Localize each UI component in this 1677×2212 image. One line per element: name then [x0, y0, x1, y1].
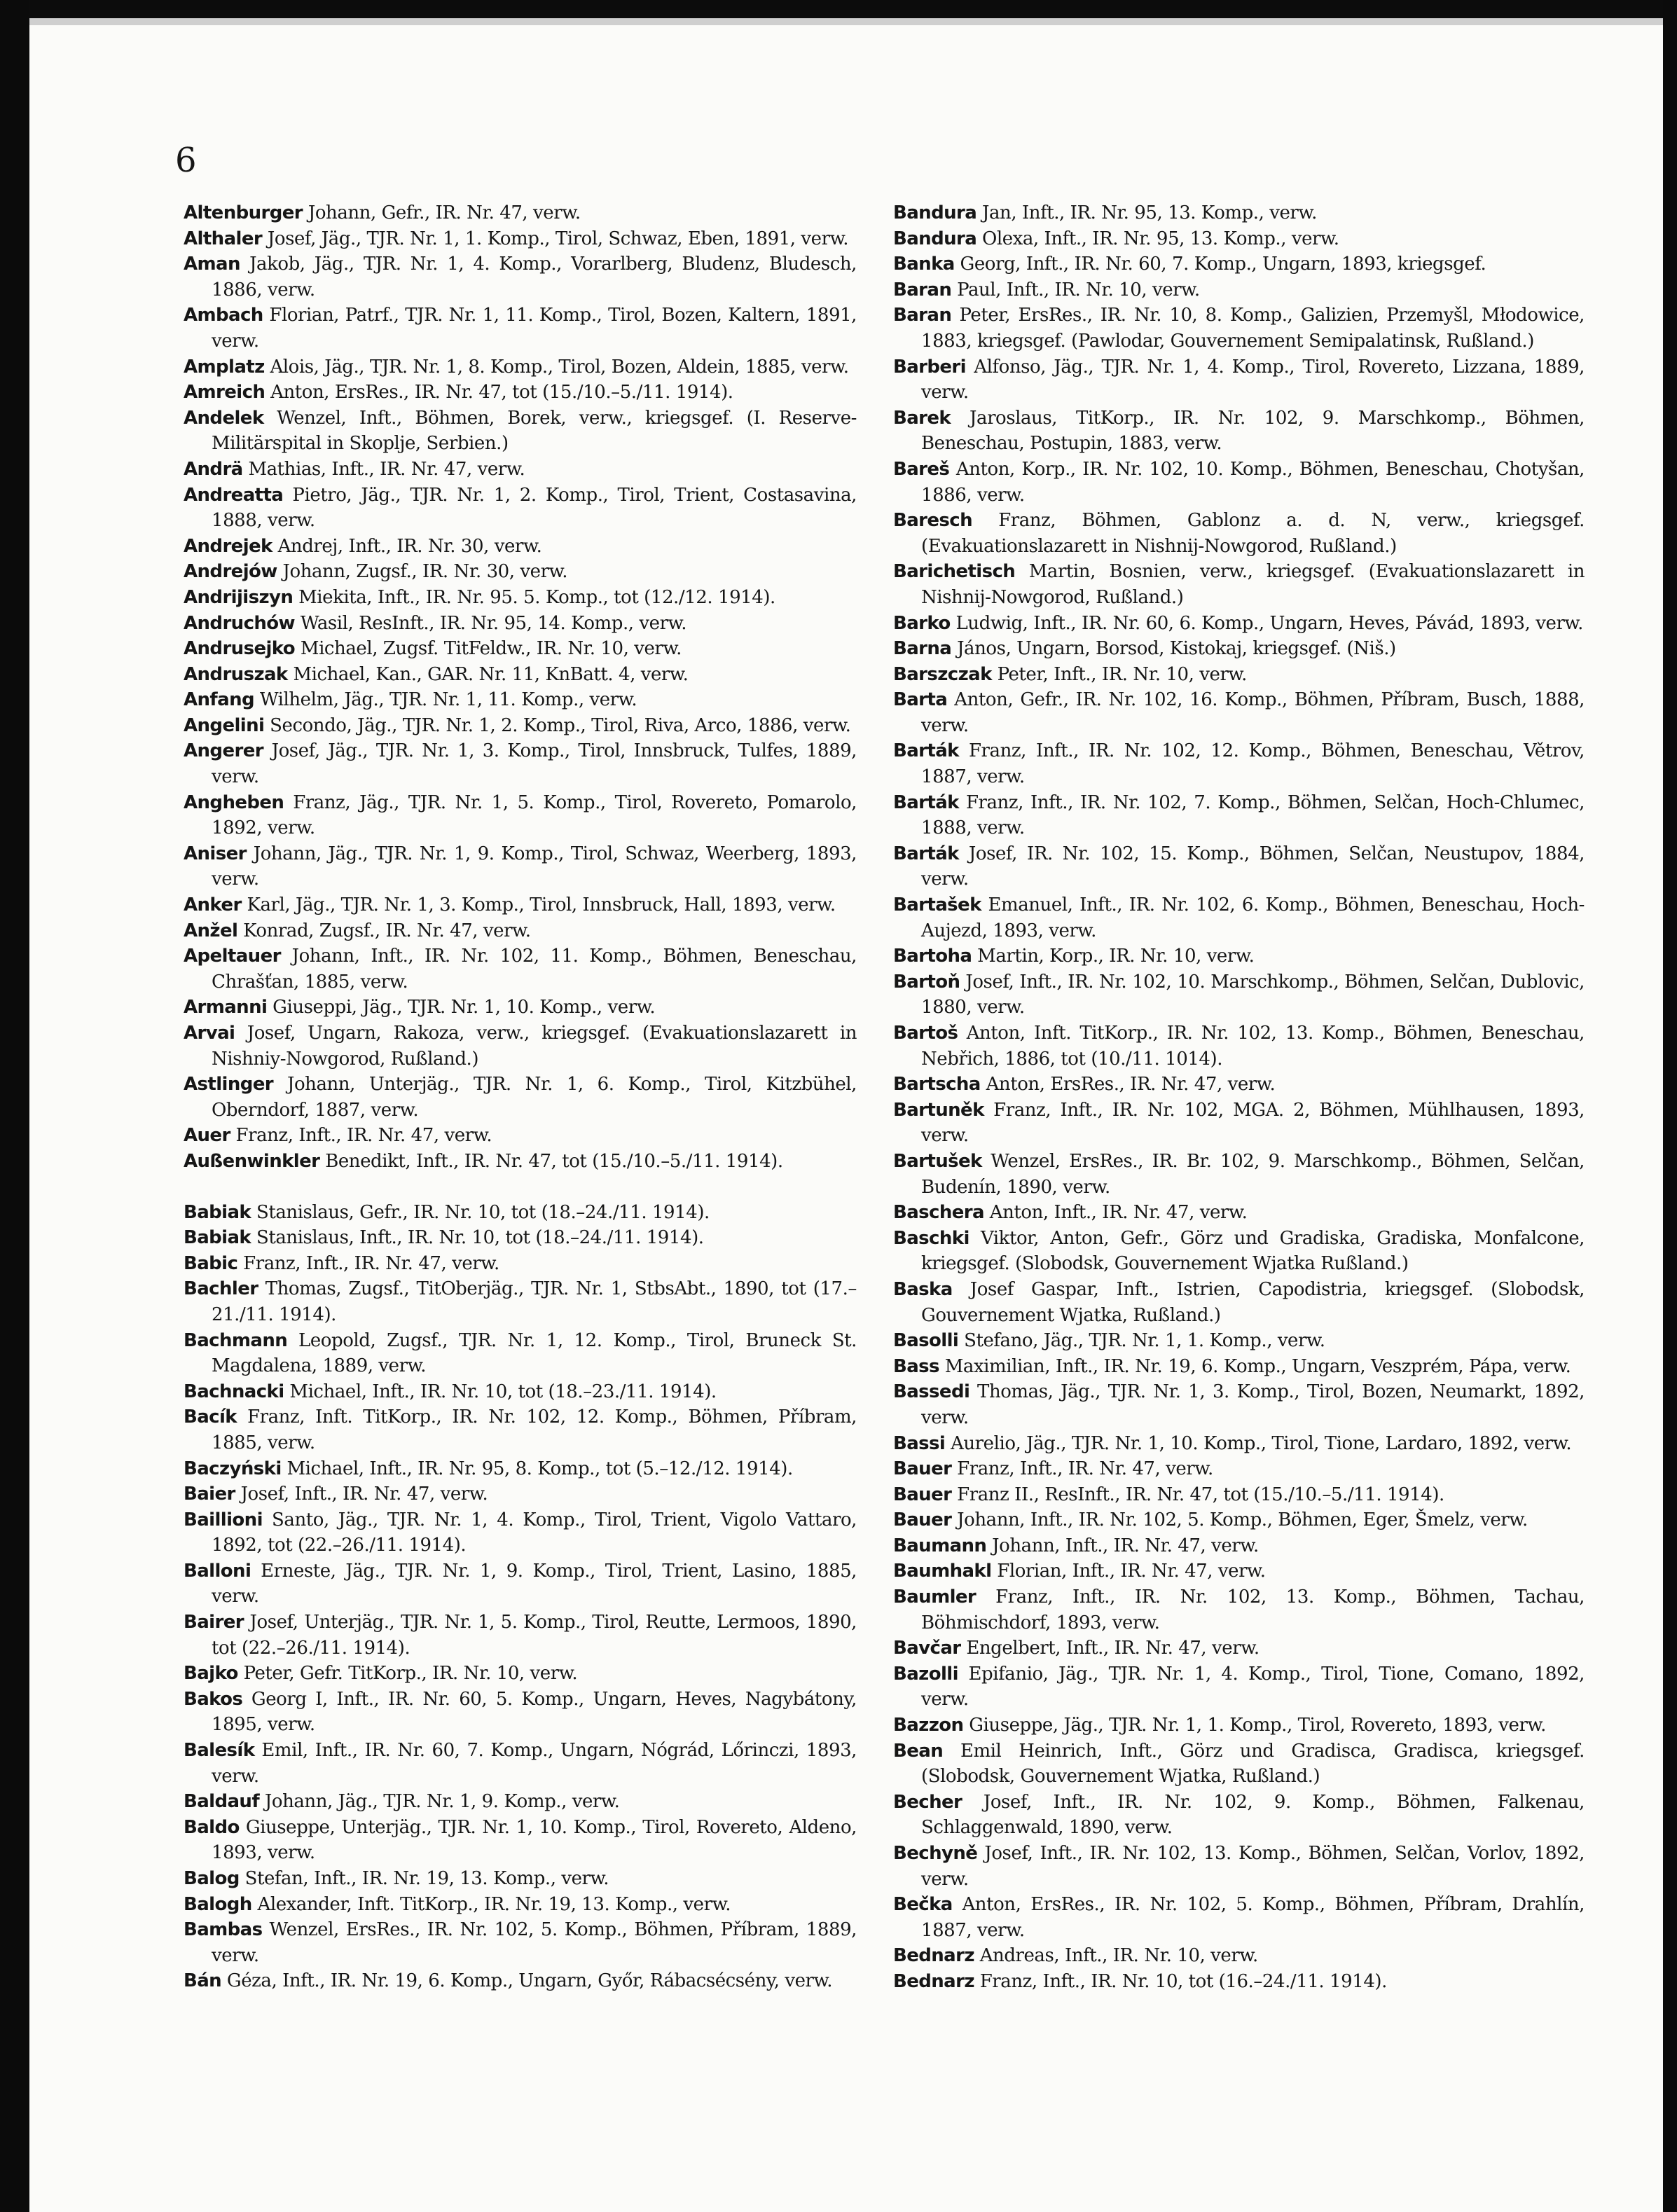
- entry-surname: Bednarz: [893, 1945, 974, 1967]
- list-item: [184, 1456, 857, 1482]
- entry-surname: Andelek: [184, 407, 264, 429]
- entry-surname: Andrä: [184, 458, 243, 480]
- entry-surname: Bassedi: [893, 1381, 970, 1403]
- entry-surname: Baran: [893, 279, 952, 300]
- list-item: [184, 918, 857, 944]
- entry-surname: Balogh: [184, 1893, 252, 1915]
- entry-details: Thomas, Jäg., TJR. Nr. 1, 3. Komp., Tirol, Bozen, Neumarkt, 1892, verw.: [921, 1381, 1585, 1428]
- entry-surname: Angerer: [184, 740, 263, 762]
- list-item: [184, 1225, 857, 1251]
- list-item: [893, 1943, 1585, 1969]
- entry-details: Jakob, Jäg., TJR. Nr. 1, 4. Komp., Vorarlberg, Bludenz, Bludesch, 1886, verw.: [212, 254, 857, 300]
- entry-details: Franz, Inft., IR. Nr. 102, 7. Komp., Böhmen, Selčan, Hoch-Chlumec, 1888, verw.: [921, 792, 1585, 839]
- list-item: [184, 1072, 857, 1123]
- list-item: [893, 1021, 1585, 1072]
- entry-details: Giuseppi, Jäg., TJR. Nr. 1, 10. Komp., verw.: [272, 997, 656, 1018]
- entry-details: Peter, Gefr. TitKorp., IR. Nr. 10, verw.: [243, 1663, 578, 1685]
- entry-details: Epifanio, Jäg., TJR. Nr. 1, 4. Komp., Tirol, Tione, Comano, 1892, verw.: [921, 1663, 1585, 1710]
- entry-surname: Baumhakl: [893, 1561, 992, 1582]
- section-gap: [184, 1175, 857, 1200]
- scan-border-left: [0, 0, 29, 2212]
- list-item: [893, 687, 1585, 738]
- entry-details: Anton, ErsRes., IR. Nr. 47, verw.: [986, 1074, 1276, 1095]
- entry-surname: Apeltauer: [184, 946, 281, 967]
- entry-details: Stanislaus, Inft., IR. Nr. 10, tot (18.–24./11. 1914).: [256, 1227, 704, 1249]
- entry-details: Peter, ErsRes., IR. Nr. 10, 8. Komp., Galizien, Przemyšl, Młodowice, 1883, kriegsgef. (Pawlodar, Gouvernement Semipalatinsk, Rußland.): [921, 305, 1585, 352]
- list-item: [184, 1251, 857, 1277]
- entry-details: Josef Gaspar, Inft., Istrien, Capodistria, kriegsgef. (Slobodsk, Gouvernement Wjatka, Rußland.): [921, 1278, 1585, 1326]
- list-item: [893, 277, 1585, 303]
- entry-surname: Barták: [893, 792, 959, 813]
- entry-surname: Baska: [893, 1278, 953, 1300]
- entry-details: Franz, Inft., IR. Nr. 47, verw.: [235, 1125, 492, 1147]
- entry-details: Jaroslaus, TitKorp., IR. Nr. 102, 9. Marschkomp., Böhmen, Beneschau, Postupin, 1883, verw.: [921, 407, 1585, 455]
- entry-details: Josef, Unterjäg., TJR. Nr. 1, 5. Komp., Tirol, Reutte, Lermoos, 1890, tot (22.–26./11. 1914).: [212, 1612, 857, 1659]
- entry-details: Josef, Inft., IR. Nr. 102, 10. Marschkomp., Böhmen, Selčan, Dublovic, 1880, verw.: [921, 971, 1585, 1018]
- entry-surname: Babic: [184, 1252, 238, 1274]
- left-column: [184, 200, 857, 1994]
- list-item: [893, 1226, 1585, 1277]
- entry-surname: Becher: [893, 1791, 962, 1813]
- entry-surname: Bartoha: [893, 946, 972, 967]
- entry-details: Anton, Gefr., IR. Nr. 102, 16. Komp., Böhmen, Příbram, Busch, 1888, verw.: [921, 689, 1585, 736]
- entry-details: Franz, Inft. TitKorp., IR. Nr. 102, 12. Komp., Böhmen, Příbram, 1885, verw.: [212, 1406, 857, 1453]
- entry-details: Pietro, Jäg., TJR. Nr. 1, 2. Komp., Tirol, Trient, Costasavina, 1888, verw.: [212, 484, 857, 532]
- list-item: [893, 354, 1585, 406]
- list-item: [184, 713, 857, 739]
- entry-surname: Banka: [893, 254, 955, 275]
- entry-details: Josef, Ungarn, Rakoza, verw., kriegsgef. (Evakuationslazarett in Nishniy-Nowgorod, Rußland.): [212, 1023, 857, 1070]
- entry-surname: Barberi: [893, 356, 966, 378]
- scan-border-top: [0, 0, 1677, 25]
- entry-details: Wenzel, ErsRes., IR. Br. 102, 9. Marschkomp., Böhmen, Selčan, Budenín, 1890, verw.: [921, 1150, 1585, 1198]
- entry-details: Leopold, Zugsf., TJR. Nr. 1, 12. Komp., Tirol, Bruneck St. Magdalena, 1889, verw.: [212, 1329, 857, 1377]
- list-item: [893, 226, 1585, 252]
- list-item: [184, 1789, 857, 1815]
- list-item: [184, 534, 857, 560]
- list-item: [184, 1404, 857, 1456]
- entry-details: Emil, Inft., IR. Nr. 60, 7. Komp., Ungarn, Nógrád, Lőrinczi, 1893, verw.: [212, 1740, 857, 1787]
- entry-details: Franz, Inft., IR. Nr. 10, tot (16.–24./11. 1914).: [979, 1970, 1387, 1992]
- entry-surname: Baschera: [893, 1202, 984, 1224]
- list-item: [184, 790, 857, 841]
- entry-details: Franz, Jäg., TJR. Nr. 1, 5. Komp., Tirol, Rovereto, Pomarolo, 1892, verw.: [212, 792, 857, 839]
- entry-details: Viktor, Anton, Gefr., Görz und Gradiska, Gradiska, Monfalcone, kriegsgef. (Slobodsk, Gouvernement Wjatka Rußland.): [921, 1227, 1585, 1275]
- list-item: [893, 1431, 1585, 1457]
- entry-surname: Bauer: [893, 1458, 952, 1480]
- entry-surname: Bavčar: [893, 1638, 961, 1659]
- entry-details: Johann, Gefr., IR. Nr. 47, verw.: [308, 202, 581, 223]
- entry-details: Josef, Inft., IR. Nr. 102, 13. Komp., Böhmen, Selčan, Vorlov, 1892, verw.: [921, 1843, 1585, 1890]
- entry-details: Franz, Inft., IR. Nr. 102, 12. Komp., Böhmen, Beneschau, Větrov, 1887, verw.: [921, 740, 1585, 788]
- entry-details: Josef, Jäg., TJR. Nr. 1, 1. Komp., Tirol, Schwaz, Eben, 1891, verw.: [267, 228, 849, 249]
- entry-details: Aurelio, Jäg., TJR. Nr. 1, 10. Komp., Tirol, Tione, Lardaro, 1892, verw.: [951, 1432, 1572, 1454]
- entry-details: Johann, Inft., IR. Nr. 47, verw.: [992, 1535, 1259, 1556]
- entry-surname: Auer: [184, 1125, 230, 1147]
- entry-details: Martin, Korp., IR. Nr. 10, verw.: [977, 946, 1255, 967]
- list-item: [184, 200, 857, 226]
- entry-details: Wasil, ResInft., IR. Nr. 95, 14. Komp., verw.: [300, 612, 687, 634]
- entry-surname: Altenburger: [184, 202, 303, 223]
- entry-details: Karl, Jäg., TJR. Nr. 1, 3. Komp., Tirol, Innsbruck, Hall, 1893, verw.: [247, 894, 836, 916]
- list-item: [184, 1687, 857, 1738]
- list-item: [893, 1892, 1585, 1943]
- list-item: [184, 406, 857, 457]
- entry-surname: Amreich: [184, 382, 265, 403]
- entry-details: Stefan, Inft., IR. Nr. 19, 13. Komp., verw.: [244, 1868, 609, 1889]
- entry-details: Wenzel, ErsRes., IR. Nr. 102, 5. Komp., Böhmen, Příbram, 1889, verw.: [212, 1919, 857, 1966]
- list-item: [184, 687, 857, 713]
- entry-details: Paul, Inft., IR. Nr. 10, verw.: [957, 279, 1200, 300]
- list-item: [893, 943, 1585, 969]
- list-item: [893, 738, 1585, 789]
- list-item: [893, 1277, 1585, 1328]
- entry-details: Johann, Inft., IR. Nr. 102, 11. Komp., Böhmen, Beneschau, Chrašťan, 1885, verw.: [212, 946, 857, 993]
- entry-surname: Anfang: [184, 689, 255, 711]
- entry-surname: Astlinger: [184, 1074, 274, 1095]
- page-number: 6: [175, 141, 197, 180]
- entry-details: Thomas, Zugsf., TitOberjäg., TJR. Nr. 1, StbsAbt., 1890, tot (17.–21./11. 1914).: [212, 1278, 857, 1325]
- entry-details: Andreas, Inft., IR. Nr. 10, verw.: [979, 1945, 1258, 1967]
- entry-details: Johann, Inft., IR. Nr. 102, 5. Komp., Böhmen, Eger, Šmelz, verw.: [957, 1509, 1528, 1531]
- list-item: [184, 738, 857, 789]
- list-item: [184, 1328, 857, 1379]
- list-item: [184, 662, 857, 688]
- entry-details: Michael, Inft., IR. Nr. 10, tot (18.–23./11. 1914).: [289, 1381, 717, 1402]
- entry-surname: Baumann: [893, 1535, 987, 1556]
- entry-details: Franz, Inft., IR. Nr. 47, verw.: [957, 1458, 1213, 1480]
- list-item: [893, 1328, 1585, 1354]
- list-item: [184, 1815, 857, 1866]
- entry-surname: Bambas: [184, 1919, 263, 1941]
- list-item: [893, 636, 1585, 662]
- entry-details: Martin, Bosnien, verw., kriegsgef. (Evakuationslazarett in Nishnij-Nowgorod, Rußland.): [921, 561, 1585, 608]
- list-item: [184, 1661, 857, 1687]
- entry-surname: Bairer: [184, 1612, 244, 1633]
- entry-surname: Anžel: [184, 920, 238, 941]
- list-item: [893, 1482, 1585, 1508]
- list-item: [893, 200, 1585, 226]
- list-item: [184, 1149, 857, 1175]
- entry-surname: Angelini: [184, 714, 265, 736]
- entry-surname: Baschki: [893, 1227, 969, 1249]
- entry-surname: Balesík: [184, 1740, 255, 1762]
- entry-details: Anton, ErsRes., IR. Nr. 102, 5. Komp., Böhmen, Příbram, Drahlín, 1887, verw.: [921, 1894, 1585, 1941]
- list-item: [893, 508, 1585, 559]
- entry-surname: Barszczak: [893, 663, 992, 685]
- entry-surname: Baier: [184, 1484, 235, 1505]
- entry-surname: Bachler: [184, 1278, 258, 1300]
- entry-details: Emil Heinrich, Inft., Görz und Gradisca, Gradisca, kriegsgef. (Slobodsk, Gouvernement Wjatka, Rußland.): [921, 1740, 1585, 1788]
- entry-details: Anton, Inft., IR. Nr. 47, verw.: [989, 1202, 1248, 1224]
- entry-details: Johann, Zugsf., IR. Nr. 30, verw.: [282, 561, 568, 583]
- entry-details: Georg, Inft., IR. Nr. 60, 7. Komp., Ungarn, 1893, kriegsgef.: [960, 254, 1486, 275]
- entry-details: Anton, Inft. TitKorp., IR. Nr. 102, 13. Komp., Böhmen, Beneschau, Nebřich, 1886, tot (10./11. 1014).: [921, 1023, 1585, 1070]
- list-item: [184, 943, 857, 995]
- entry-surname: Aman: [184, 254, 240, 275]
- list-item: [893, 1661, 1585, 1713]
- entry-details: Georg I, Inft., IR. Nr. 60, 5. Komp., Ungarn, Heves, Nagybátony, 1895, verw.: [212, 1688, 857, 1736]
- list-item: [184, 483, 857, 534]
- entry-surname: Aniser: [184, 843, 247, 864]
- entry-surname: Barta: [893, 689, 948, 711]
- list-item: [184, 1738, 857, 1789]
- list-item: [893, 1841, 1585, 1892]
- entry-surname: Baldauf: [184, 1791, 260, 1813]
- entry-surname: Bauer: [893, 1484, 952, 1505]
- entry-surname: Bass: [893, 1355, 939, 1377]
- entry-details: Josef, Inft., IR. Nr. 102, 9. Komp., Böhmen, Falkenau, Schlaggenwald, 1890, verw.: [921, 1791, 1585, 1839]
- entry-surname: Bacík: [184, 1406, 237, 1428]
- entry-surname: Barna: [893, 638, 952, 660]
- list-item: [184, 1866, 857, 1892]
- list-item: [893, 790, 1585, 841]
- entry-details: Franz, Inft., IR. Nr. 47, verw.: [243, 1252, 499, 1274]
- list-item: [893, 1739, 1585, 1790]
- entry-surname: Babiak: [184, 1201, 251, 1223]
- entry-details: Giuseppe, Unterjäg., TJR. Nr. 1, 10. Komp., Tirol, Rovereto, Aldeno, 1893, verw.: [212, 1816, 857, 1864]
- list-item: [893, 1969, 1585, 1995]
- entry-details: Florian, Patrf., TJR. Nr. 1, 11. Komp., Tirol, Bozen, Kaltern, 1891, verw.: [212, 305, 857, 352]
- entry-surname: Bachnacki: [184, 1381, 284, 1402]
- list-item: [893, 841, 1585, 892]
- list-item: [893, 1149, 1585, 1200]
- entry-details: Ludwig, Inft., IR. Nr. 60, 6. Komp., Ungarn, Heves, Pávád, 1893, verw.: [955, 612, 1583, 634]
- entry-details: Santo, Jäg., TJR. Nr. 1, 4. Komp., Tirol, Trient, Vigolo Vattaro, 1892, tot (22.–26./11. 1914).: [212, 1509, 857, 1556]
- entry-surname: Bechyně: [893, 1843, 978, 1864]
- entry-surname: Bazzon: [893, 1715, 964, 1736]
- list-item: [893, 611, 1585, 637]
- entry-surname: Baczyński: [184, 1458, 282, 1479]
- list-item: [893, 1584, 1585, 1636]
- entry-surname: Arvai: [184, 1023, 235, 1044]
- entry-surname: Andrijiszyn: [184, 586, 294, 608]
- entry-details: Konrad, Zugsf., IR. Nr. 47, verw.: [243, 920, 531, 941]
- list-item: [184, 380, 857, 406]
- entry-surname: Bán: [184, 1970, 222, 1992]
- entry-surname: Andrejek: [184, 535, 272, 557]
- list-item: [893, 1379, 1585, 1430]
- entry-surname: Babiak: [184, 1227, 251, 1249]
- entry-details: Anton, Korp., IR. Nr. 102, 10. Komp., Böhmen, Beneschau, Chotyšan, 1886, verw.: [921, 458, 1585, 506]
- entry-surname: Barek: [893, 407, 951, 429]
- list-item: [184, 1123, 857, 1149]
- list-item: [893, 559, 1585, 610]
- entry-details: Emanuel, Inft., IR. Nr. 102, 6. Komp., Böhmen, Beneschau, Hoch-Aujezd, 1893, verw.: [921, 894, 1585, 941]
- entry-details: Johann, Jäg., TJR. Nr. 1, 9. Komp., verw.: [264, 1791, 620, 1813]
- entry-surname: Bean: [893, 1740, 944, 1762]
- entry-surname: Amplatz: [184, 356, 265, 378]
- entry-surname: Bakos: [184, 1688, 243, 1710]
- list-item: [893, 1098, 1585, 1149]
- entry-surname: Außenwinkler: [184, 1150, 320, 1172]
- list-item: [184, 1558, 857, 1610]
- list-item: [184, 1276, 857, 1327]
- list-item: [184, 1507, 857, 1558]
- list-item: [184, 354, 857, 380]
- list-item: [893, 1790, 1585, 1841]
- entry-details: Franz, Böhmen, Gablonz a. d. N, verw., kriegsgef. (Evakuationslazarett in Nishnij-Nowgorod, Rußland.): [921, 510, 1585, 557]
- entry-surname: Baresch: [893, 510, 973, 532]
- entry-details: Josef, IR. Nr. 102, 15. Komp., Böhmen, Selčan, Neustupov, 1884, verw.: [921, 843, 1585, 890]
- entry-surname: Bartoš: [893, 1023, 958, 1044]
- list-item: [184, 1610, 857, 1661]
- entry-surname: Andrejów: [184, 561, 277, 583]
- entry-details: Jan, Inft., IR. Nr. 95, 13. Komp., verw.: [982, 202, 1317, 223]
- list-item: [893, 1558, 1585, 1584]
- entry-surname: Andruchów: [184, 612, 295, 634]
- entry-details: Secondo, Jäg., TJR. Nr. 1, 2. Komp., Tirol, Riva, Arco, 1886, verw.: [270, 714, 851, 736]
- entry-details: Michael, Kan., GAR. Nr. 11, KnBatt. 4, verw.: [293, 663, 689, 685]
- entry-details: Benedikt, Inft., IR. Nr. 47, tot (15./10.–5./11. 1914).: [325, 1150, 783, 1172]
- entry-surname: Ambach: [184, 305, 263, 326]
- entry-surname: Barko: [893, 612, 951, 634]
- entry-details: Wilhelm, Jäg., TJR. Nr. 1, 11. Komp., verw.: [259, 689, 637, 711]
- entry-details: Alois, Jäg., TJR. Nr. 1, 8. Komp., Tirol, Bozen, Aldein, 1885, verw.: [270, 356, 849, 378]
- list-item: [893, 1072, 1585, 1098]
- entry-details: Alfonso, Jäg., TJR. Nr. 1, 4. Komp., Tirol, Rovereto, Lizzana, 1889, verw.: [921, 356, 1585, 403]
- entry-details: Engelbert, Inft., IR. Nr. 47, verw.: [966, 1638, 1260, 1659]
- entry-surname: Barták: [893, 740, 959, 762]
- scan-border-right: [1663, 0, 1677, 2212]
- entry-surname: Baillioni: [184, 1509, 263, 1530]
- entry-details: Olexa, Inft., IR. Nr. 95, 13. Komp., verw.: [982, 228, 1339, 249]
- entry-details: Michael, Inft., IR. Nr. 95, 8. Komp., tot (5.–12./12. 1914).: [287, 1458, 793, 1479]
- entry-details: Géza, Inft., IR. Nr. 19, 6. Komp., Ungarn, Győr, Rábacsécsény, verw.: [226, 1970, 833, 1992]
- entry-surname: Bartašek: [893, 894, 981, 916]
- list-item: [893, 457, 1585, 508]
- entry-surname: Bajko: [184, 1663, 238, 1685]
- list-item: [184, 841, 857, 892]
- list-item: [184, 226, 857, 252]
- list-item: [184, 1892, 857, 1918]
- list-item: [184, 1379, 857, 1405]
- list-item: [893, 662, 1585, 688]
- entry-surname: Bečka: [893, 1894, 953, 1916]
- entry-surname: Bazolli: [893, 1663, 958, 1685]
- entry-surname: Baran: [893, 305, 952, 326]
- entry-details: Stanislaus, Gefr., IR. Nr. 10, tot (18.–24./11. 1914).: [256, 1201, 710, 1223]
- list-item: [184, 1968, 857, 1994]
- entry-details: Franz, Inft., IR. Nr. 102, 13. Komp., Böhmen, Tachau, Böhmischdorf, 1893, verw.: [921, 1587, 1585, 1633]
- entry-surname: Baumler: [893, 1587, 976, 1608]
- entry-details: Anton, ErsRes., IR. Nr. 47, tot (15./10.–5./11. 1914).: [270, 382, 733, 403]
- entry-details: Josef, Jäg., TJR. Nr. 1, 3. Komp., Tirol, Innsbruck, Tulfes, 1889, verw.: [212, 740, 857, 788]
- list-item: [184, 1481, 857, 1507]
- entry-details: Wenzel, Inft., Böhmen, Borek, verw., kriegsgef. (I. Reserve-Militärspital in Skoplje, Serbien.): [212, 407, 857, 455]
- entry-surname: Barták: [893, 843, 959, 864]
- list-item: [184, 995, 857, 1021]
- list-item: [893, 303, 1585, 354]
- list-item: [893, 1533, 1585, 1559]
- list-item: [184, 1917, 857, 1968]
- entry-details: Miekita, Inft., IR. Nr. 95. 5. Komp., tot (12./12. 1914).: [298, 586, 775, 608]
- entry-surname: Bareš: [893, 458, 950, 480]
- entry-surname: Bandura: [893, 228, 977, 249]
- entry-details: Florian, Inft., IR. Nr. 47, verw.: [997, 1561, 1266, 1582]
- entry-surname: Angheben: [184, 792, 284, 813]
- entry-surname: Bartuněk: [893, 1099, 984, 1121]
- list-item: [893, 406, 1585, 457]
- entry-surname: Andreatta: [184, 484, 284, 506]
- entry-surname: Balloni: [184, 1560, 251, 1582]
- list-item: [184, 251, 857, 303]
- entry-details: Michael, Zugsf. TitFeldw., IR. Nr. 10, verw.: [300, 638, 682, 660]
- entry-surname: Anker: [184, 894, 242, 916]
- entry-details: Josef, Inft., IR. Nr. 47, verw.: [240, 1484, 488, 1505]
- entry-surname: Bednarz: [893, 1970, 974, 1992]
- entry-surname: Basolli: [893, 1330, 959, 1352]
- entry-surname: Baldo: [184, 1816, 240, 1838]
- entry-details: Giuseppe, Jäg., TJR. Nr. 1, 1. Komp., Tirol, Rovereto, 1893, verw.: [969, 1715, 1546, 1736]
- right-column: [893, 200, 1585, 1995]
- entry-surname: Bartoň: [893, 971, 960, 993]
- list-item: [184, 892, 857, 918]
- entry-details: Alexander, Inft. TitKorp., IR. Nr. 19, 13. Komp., verw.: [257, 1893, 731, 1915]
- entry-surname: Bauer: [893, 1509, 952, 1531]
- entry-surname: Bachmann: [184, 1329, 288, 1351]
- list-item: [184, 585, 857, 611]
- list-item: [893, 1507, 1585, 1533]
- entry-surname: Andrusejko: [184, 638, 296, 660]
- entry-details: Johann, Unterjäg., TJR. Nr. 1, 6. Komp., Tirol, Kitzbühel, Oberndorf, 1887, verw.: [212, 1074, 857, 1121]
- entry-details: János, Ungarn, Borsod, Kistokaj, kriegsgef. (Niš.): [957, 638, 1396, 660]
- entry-details: Peter, Inft., IR. Nr. 10, verw.: [997, 663, 1247, 685]
- list-item: [893, 1200, 1585, 1226]
- list-item: [184, 1021, 857, 1072]
- list-item: [893, 1456, 1585, 1482]
- entry-surname: Bartušek: [893, 1150, 982, 1172]
- entry-details: Erneste, Jäg., TJR. Nr. 1, 9. Komp., Tirol, Trient, Lasino, 1885, verw.: [212, 1560, 857, 1608]
- list-item: [184, 457, 857, 483]
- entry-details: Franz II., ResInft., IR. Nr. 47, tot (15./10.–5./11. 1914).: [957, 1484, 1444, 1505]
- list-item: [893, 251, 1585, 277]
- list-item: [893, 892, 1585, 943]
- entry-details: Johann, Jäg., TJR. Nr. 1, 9. Komp., Tirol, Schwaz, Weerberg, 1893, verw.: [212, 843, 857, 890]
- entry-surname: Bassi: [893, 1432, 946, 1454]
- entry-surname: Armanni: [184, 997, 268, 1018]
- entry-details: Mathias, Inft., IR. Nr. 47, verw.: [248, 458, 525, 480]
- list-item: [184, 559, 857, 585]
- entry-details: Stefano, Jäg., TJR. Nr. 1, 1. Komp., verw.: [964, 1330, 1325, 1352]
- list-item: [184, 1200, 857, 1226]
- entry-surname: Andruszak: [184, 663, 288, 685]
- list-item: [893, 969, 1585, 1021]
- entry-surname: Balog: [184, 1868, 240, 1889]
- list-item: [893, 1713, 1585, 1739]
- entry-surname: Barichetisch: [893, 561, 1016, 583]
- list-item: [184, 303, 857, 354]
- entry-details: Maximilian, Inft., IR. Nr. 19, 6. Komp., Ungarn, Veszprém, Pápa, verw.: [944, 1355, 1571, 1377]
- entry-surname: Althaler: [184, 228, 263, 249]
- entry-details: Andrej, Inft., IR. Nr. 30, verw.: [277, 535, 542, 557]
- entry-surname: Bandura: [893, 202, 977, 223]
- list-item: [893, 1636, 1585, 1661]
- list-item: [184, 636, 857, 662]
- list-item: [893, 1354, 1585, 1380]
- list-item: [184, 611, 857, 637]
- entry-surname: Bartscha: [893, 1074, 981, 1095]
- entry-details: Franz, Inft., IR. Nr. 102, MGA. 2, Böhmen, Mühlhausen, 1893, verw.: [921, 1099, 1585, 1147]
